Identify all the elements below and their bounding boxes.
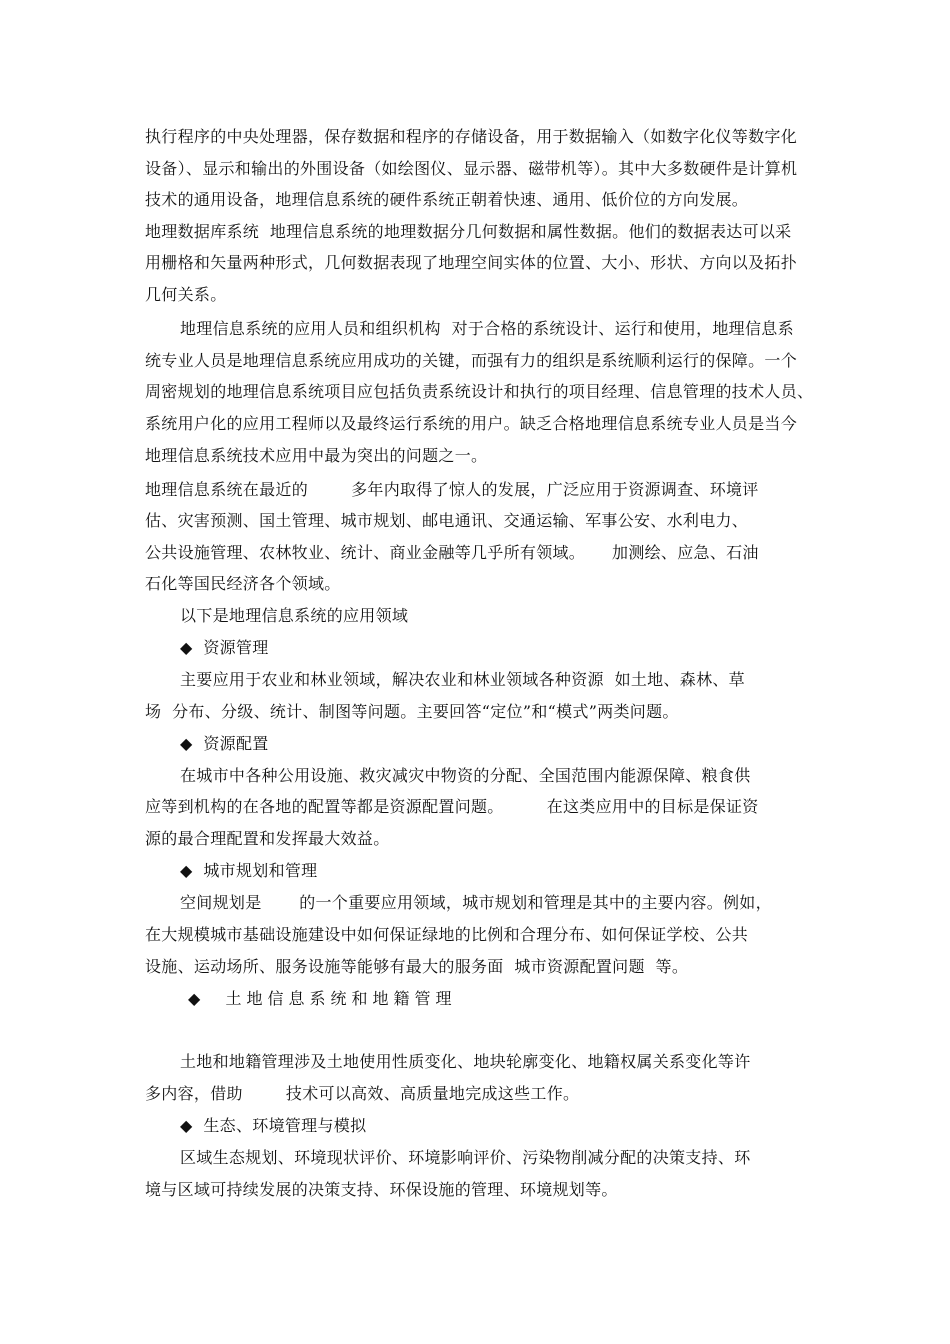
text-line: 应等到机构的在各地的配置等都是资源配置问题。 在这类应用中的目标是保证资 xyxy=(145,797,759,816)
text-line: 石化等国民经济各个领域。 xyxy=(145,574,341,593)
text-line: 几何关系。 xyxy=(145,285,227,304)
text-line: 多内容，借助 技术可以高效、高质量地完成这些工作。 xyxy=(145,1084,580,1103)
text-line: 境与区域可持续发展的决策支持、环保设施的管理、环境规划等。 xyxy=(145,1180,618,1199)
text-line: 在城市中各种公用设施、救灾减灾中物资的分配、全国范围内能源保障、粮食供 xyxy=(180,766,751,785)
text-line: 地理信息系统技术应用中最为突出的问题之一。 xyxy=(145,446,488,465)
text-line: 地理数据库系统 地理信息系统的地理数据分几何数据和属性数据。他们的数据表达可以采 xyxy=(145,222,792,241)
text-line: 用栅格和矢量两种形式，几何数据表现了地理空间实体的位置、大小、形状、方向以及拓扑 xyxy=(145,253,798,272)
text-line: 区域生态规划、环境现状评价、环境影响评价、污染物削减分配的决策支持、环 xyxy=(180,1148,751,1167)
text-line: 公共设施管理、农林牧业、统计、商业金融等几乎所有领域。 加测绘、应急、石油 xyxy=(145,543,759,562)
text-line: 设施、运动场所、服务设施等能够有最大的服务面 城市资源配置问题 等。 xyxy=(145,957,689,976)
bullet-heading-land-cadastre: ◆ 土地信息系统和地籍管理 xyxy=(188,989,457,1008)
text-line: 执行程序的中央处理器，保存数据和程序的存储设备，用于数据输入（如数字化仪等数字化 xyxy=(145,127,798,146)
text-line: 设备）、显示和输出的外围设备（如绘图仪、显示器、磁带机等）。其中大多数硬件是计算机 xyxy=(145,159,798,178)
text-line: 统专业人员是地理信息系统应用成功的关键，而强有力的组织是系统顺利运行的保障。一个 xyxy=(145,351,798,370)
bullet-heading-resource-management: ◆ 资源管理 xyxy=(180,638,269,657)
text-line: 土地和地籍管理涉及土地使用性质变化、地块轮廓变化、地籍权属关系变化等许 xyxy=(180,1052,751,1071)
bullet-heading-resource-allocation: ◆ 资源配置 xyxy=(180,734,269,753)
text-line: 在大规模城市基础设施建设中如何保证绿地的比例和合理分布、如何保证学校、公共 xyxy=(145,925,749,944)
text-line: 地理信息系统的应用人员和组织机构 对于合格的系统设计、运行和使用，地理信息系 xyxy=(180,319,794,338)
text-line: 地理信息系统在最近的 多年内取得了惊人的发展，广泛应用于资源调查、环境评 xyxy=(145,480,759,499)
text-line: 主要应用于农业和林业领域，解决农业和林业领域各种资源 如土地、森林、草 xyxy=(180,670,745,689)
text-line: 空间规划是 的一个重要应用领域，城市规划和管理是其中的主要内容。例如， xyxy=(180,893,772,912)
bullet-heading-ecology-environment: ◆ 生态、环境管理与模拟 xyxy=(180,1116,367,1135)
section-intro: 以下是地理信息系统的应用领域 xyxy=(180,606,409,625)
text-line: 估、灾害预测、国土管理、城市规划、邮电通讯、交通运输、军事公安、水利电力、 xyxy=(145,511,749,530)
text-line: 周密规划的地理信息系统项目应包括负责系统设计和执行的项目经理、信息管理的技术人员、 xyxy=(145,382,814,401)
text-line: 场 分布、分级、统计、制图等问题。主要回答“定位”和“模式”两类问题。 xyxy=(145,702,679,721)
text-line: 系统用户化的应用工程师以及最终运行系统的用户。缺乏合格地理信息系统专业人员是当今 xyxy=(145,414,798,433)
text-line: 技术的通用设备，地理信息系统的硬件系统正朝着快速、通用、低价位的方向发展。 xyxy=(145,190,749,209)
text-line: 源的最合理配置和发挥最大效益。 xyxy=(145,829,390,848)
bullet-heading-urban-planning: ◆ 城市规划和管理 xyxy=(180,861,318,880)
